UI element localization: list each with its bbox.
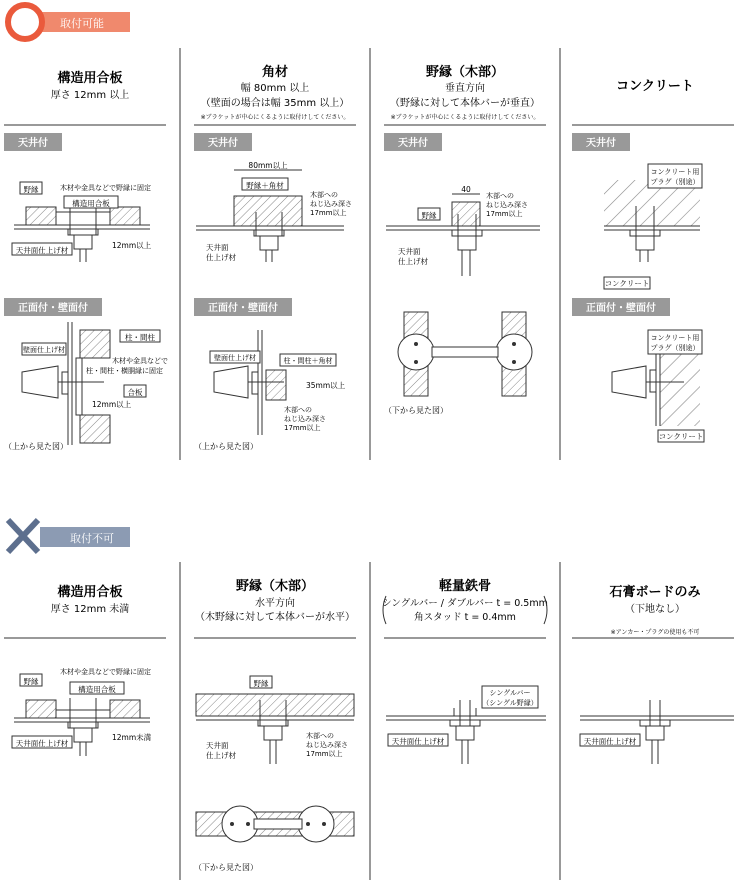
label-text: 17mm以上: [310, 209, 347, 217]
label-text: シングルバー: [489, 689, 531, 697]
ng-col-furring-horizontal: [194, 578, 356, 872]
label-text: 野縁: [23, 185, 39, 194]
label-text: 天井面: [206, 741, 229, 750]
label-text: 17mm以上: [306, 750, 343, 758]
label-text: 木部への: [284, 406, 312, 414]
label-text: 17mm以上: [486, 210, 523, 218]
ng-col-plywood: [4, 584, 166, 756]
ng-col-gypsum: [572, 584, 734, 764]
label-text: ねじ込み深さ: [486, 201, 528, 209]
label-text: （下地なし）: [625, 604, 685, 615]
label-text: 天井面仕上げ材: [583, 737, 637, 746]
label-text: 12mm以上: [112, 241, 152, 250]
tag-wall: 正面付・壁面付: [18, 303, 88, 314]
label-text: ※ブラケットが中心にくるように取付けしてください。: [390, 114, 540, 121]
ok-badge-label: 取付可能: [60, 17, 104, 30]
col-title: 構造用合板: [57, 585, 123, 600]
col-title: 軽量鉄骨: [438, 579, 492, 594]
label-text: （壁面の場合は幅 35mm 以上）: [200, 98, 350, 109]
label-text: ※ブラケットが中心にくるように取付けしてください。: [200, 114, 350, 121]
label-text: （シングル野縁）: [482, 699, 538, 707]
label-text: 40: [461, 185, 471, 194]
label-text: 12mm以上: [92, 400, 132, 409]
label-text: 木部への: [486, 192, 514, 200]
label-text: （下から見た図）: [194, 863, 258, 872]
ok-col-square-timber: [194, 64, 356, 451]
label-text: 野縁＋角材: [246, 181, 284, 190]
label-text: 仕上げ材: [206, 253, 236, 262]
ok-col-plywood: [4, 70, 168, 451]
label-text: （野縁に対して本体バーが垂直）: [390, 98, 540, 109]
timber-wall-illustration: [214, 330, 286, 435]
label-text: 正面付・壁面付: [586, 303, 656, 314]
label-text: コンクリート用: [650, 334, 700, 342]
label-text: 柱・間柱: [125, 333, 155, 342]
label-text: 仕上げ材: [398, 257, 428, 266]
label-text: 構造用合板: [72, 199, 110, 208]
label-text: ねじ込み深さ: [284, 415, 326, 423]
ng-badge: [8, 520, 130, 552]
label-text: （下から見た図）: [384, 406, 448, 415]
ok-col-concrete: [572, 79, 734, 442]
label-text: 角スタッド t = 0.4mm: [414, 612, 516, 623]
label-text: ※アンカー・プラグの使用も不可: [610, 629, 700, 636]
label-text: 厚さ 12mm 未満: [50, 604, 130, 615]
label-text: 構造用合板: [78, 685, 116, 694]
label-text: 柱・間柱＋角材: [283, 357, 333, 365]
label-text: 幅 80mm 以上: [240, 83, 310, 94]
col-subtitle: 厚さ 12mm 以上: [50, 90, 130, 101]
label-text: ねじ込み深さ: [306, 741, 348, 749]
label-text: 垂直方向: [445, 83, 485, 94]
concrete-wall-illustration: [612, 350, 700, 426]
label-text: 野縁: [23, 677, 39, 686]
ok-column-dividers: [180, 48, 560, 460]
label-text: 12mm未満: [112, 733, 152, 742]
label-text: 天井面: [398, 247, 421, 256]
label-text: 壁面仕上げ材: [214, 354, 256, 362]
col-title: コンクリート: [616, 79, 694, 94]
label-text: 80mm以上: [248, 161, 288, 170]
label-text: 35mm以上: [306, 381, 346, 390]
label-text: シングルバー / ダブルバー t = 0.5mm: [382, 598, 548, 609]
label-text: 17mm以上: [284, 424, 321, 432]
label-text: 木部への: [306, 732, 334, 740]
label-text: 木部への: [310, 191, 338, 199]
ng-col-light-steel: [382, 578, 548, 764]
label-text: 天井付: [208, 138, 238, 149]
label-text: （木野縁に対して本体バーが水平）: [195, 612, 355, 623]
ng-gypsum-illustration: [580, 700, 734, 764]
ng-furring-bottom-view: [196, 806, 354, 842]
label-text: 野縁: [421, 211, 437, 220]
label-text: 天井面仕上げ材: [15, 739, 69, 748]
col-title: 石膏ボードのみ: [609, 585, 701, 600]
label-text: 木材や金具などで野縁に固定: [60, 668, 151, 676]
label-text: プラグ（別途）: [650, 344, 700, 352]
label-text: 木材や金具などで: [112, 357, 168, 365]
label-text: ねじ込み深さ: [310, 200, 352, 208]
label-text: 柱・間柱・横胴縁に固定: [86, 367, 163, 375]
label-text: 水平方向: [255, 598, 295, 609]
ng-badge-label: 取付不可: [70, 532, 114, 545]
label-text: 正面付・壁面付: [208, 303, 278, 314]
label-text: 合板: [127, 388, 143, 397]
ng-steel-illustration: [386, 700, 546, 764]
label-text: コンクリート: [604, 279, 650, 288]
col-title: 構造用合板: [57, 71, 123, 86]
col-title: 野縁（木部）: [235, 579, 315, 594]
plywood-wall-illustration: [22, 322, 110, 445]
label-text: コンクリート: [658, 432, 704, 441]
label-text: 天井面仕上げ材: [15, 246, 69, 255]
concrete-ceiling-illustration: [604, 180, 700, 262]
col-title: 角材: [261, 65, 289, 80]
label-text: 天井付: [586, 138, 616, 149]
ok-badge: [8, 5, 130, 39]
label-text: 天井付: [398, 138, 428, 149]
tag-ceiling: 天井付: [18, 138, 48, 149]
label-text: 天井面仕上げ材: [391, 737, 445, 746]
label-text: 壁面仕上げ材: [23, 346, 65, 354]
label-text: 仕上げ材: [206, 751, 236, 760]
label-text: 野縁: [253, 679, 269, 688]
label-text: プラグ（別途）: [650, 178, 700, 186]
label-text: （上から見た図）: [194, 442, 258, 451]
label-text: 木材や金具などで野縁に固定: [60, 184, 151, 192]
col-title: 野縁（木部）: [425, 65, 505, 80]
ok-col-furring-vertical: [384, 64, 546, 415]
label-text: 天井面: [206, 243, 229, 252]
view-note: （上から見た図）: [4, 442, 68, 451]
furring-bottom-view-illustration: [398, 312, 532, 396]
label-text: コンクリート用: [650, 168, 700, 176]
